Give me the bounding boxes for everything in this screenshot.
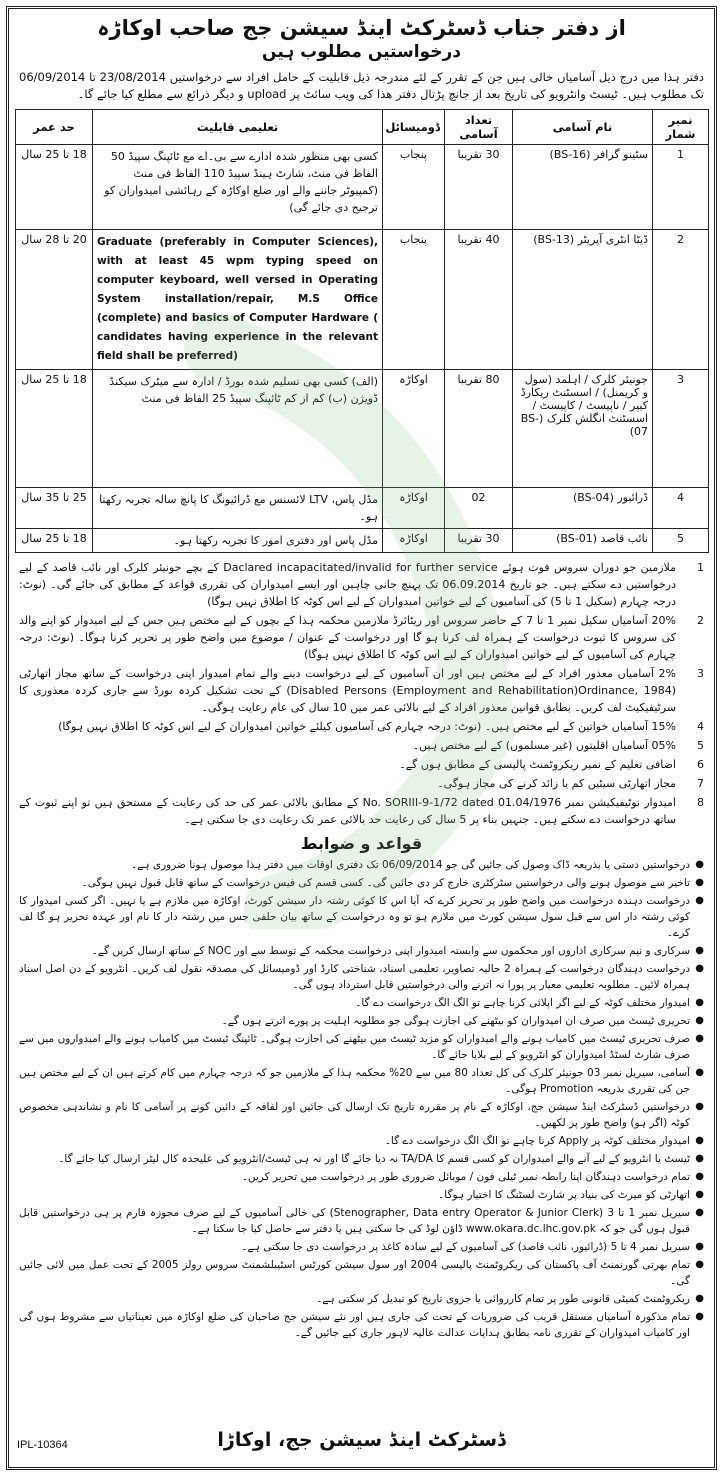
rule-text: تمام درخواست دہندگان اپنا رابطہ نمبر ٹیلی فون / موبائل ضروری طور پر درخواست میں تحریر کریں۔ [241,1171,690,1183]
bullet-icon: ● [695,895,704,906]
bullet-icon: ● [695,1067,704,1078]
advertisement-page [6,6,717,1470]
note-text: اضافی تعلیم کے نمبر ریکروٹمنٹ پالیسی کے مطابق ہوں گے۔ [399,758,676,771]
rule-text: امیدوار مختلف کوٹہ کے لیے اگر اپلائی کرنا چاہے تو الگ الگ درخواست دے گا۔ [355,997,690,1009]
cell-count: 30 تقریبا [445,529,513,553]
note-item [19,718,704,735]
note-item [19,794,704,828]
office-heading: از دفتر جناب ڈسٹرکٹ اینڈ سیشن جج صاحب اوکاڑہ [97,16,626,40]
rule-text: ٹیسٹ یا انٹرویو کے لیے آنے والے امیدواران کو کسی قسم کا TA/DA نہ دیا جائے گا اور نہ ہی ٹیسٹ/انٹرویو کی علیحدہ کال لیٹر ارسال کیا جائے گا۔ [58,1153,690,1165]
signature: ڈسٹرکٹ اینڈ سیشن جج، اوکاڑا [217,1429,506,1451]
cell-age: 18 تا 25 سال [16,529,93,553]
notes-list [9,559,714,828]
cell-post: سٹینو گرافر (BS-16) [513,145,653,230]
note-text: 20% آسامیاں سکیل نمبر 1 تا 7 کے حاضر سروس اور ریٹائرڈ ملازمین محکمہ ہذا کے بچوں کے لیے مختص ہیں جس کے لیے امیدوار کو اپنے والد کی سروس کا ثبوت درخواست کے ہمراہ لف کرنا ہو گا اور درخواست کے عنوان / موضوع میں واضح طور پر تحریر کرنا ہوگا۔ (نوٹ: درجہ چہارم کی آسامیوں کے لیے خواتین امیدواران کے لیے اس کوٹہ کا اطلاق نہیں ہوگا) [19,614,676,661]
rule-item [19,1151,704,1167]
table-row [16,230,709,370]
note-item [19,737,704,754]
cell-age: 18 تا 25 سال [16,145,93,230]
cell-domicile: اوکاڑہ [383,529,445,553]
rule-item [19,1239,704,1255]
header-sr: نمبر شمار [653,110,709,145]
table-row [16,488,709,529]
note-text: 2% آسامیاں معذور افراد کے لیے مختص ہیں اور ان آسامیوں کے لیے درخواست دینے والے تمام امیدوار اپنی درخواست کے ساتھ مجاز اتھارٹی (Disabled Persons (Employment and Rehabilitation)Ordinance, 1984) کے تحت تشکیل کردہ بورڈ سے جاری کردہ معذوری کا سرٹیفیکیٹ لف کریں۔ بطابق قوانین معذور افراد کے لیے بالائی عمر میں 10 سال کی عام رعایت ہوگی۔ [19,667,677,714]
bullet-icon: ● [695,1311,704,1322]
cell-qualification: Graduate (preferably in Computer Sciences), with at least 45 wpm typing speed on computer keyboard, well versed in Operating System installation/repair, M.S Office (complete) and basics of Computer Hardware ( candidates having experience in the relevant field shall be preferred) [93,230,383,370]
rule-text: آسامی، سیریل نمبر 03 جونیئر کلرک کی کل تعداد 80 میں سے 20% محکمہ ہذا کے ملازمین جو کہ درجہ چہارم میں کام کرتے ہیں ان کے لیے مختص ہیں جن کی تقرری بذریعہ Promotion ہوگی۔ [19,1067,691,1095]
header-count: تعداد آسامی [445,110,513,145]
cell-domicile: پنجاب [383,145,445,230]
note-number: 7 [697,777,704,790]
note-text: 15% آسامیاں خواتین کے لیے مختص ہیں۔ (نوٹ: درجہ چہارم کی آسامیوں کیلئے خواتین امیدواران کے لیے اس کوٹہ کا اطلاق نہیں ہوگا) [58,720,676,733]
header-qualification: تعلیمی قابلیت [93,110,383,145]
cell-domicile: پنجاب [383,230,445,370]
cell-post: ڈرائیور (BS-04) [513,488,653,529]
note-number: 4 [697,720,704,733]
rule-text: سیریل نمبر 4 تا 5 (ڈرائیور، نائب قاصد) کی آسامیوں کے لیے سادہ کاغذ پر درخواست دی جا سکتی ہے۔ [241,1241,690,1253]
note-item [19,612,704,663]
cell-age: 18 تا 25 سال [16,370,93,488]
cell-sr: 2 [653,230,709,370]
rule-text: تحریری ٹیسٹ میں صرف ان امیدواران کو بیٹھنے کی اجازت ہوگی جو مطلوبہ اہلیت پر پورے اترتے ہوں گے۔ [221,1015,690,1027]
rules-list [9,857,714,1341]
cell-sr: 5 [653,529,709,553]
note-number: 1 [697,561,704,574]
cell-domicile: اوکاڑہ [383,488,445,529]
table-row [16,370,709,488]
rule-text: امیدوار مختلف کوٹہ پر Apply کرنا چاہے تو الگ الگ درخواست دے گا۔ [384,1135,690,1147]
bullet-icon: ● [695,1241,704,1252]
rule-text: درخواستیں دستی یا بذریعہ ڈاک وصول کی جائیں گی جو 06/09/2014 تک دفتری اوقات میں دفتر ہذا موصول ہونا ضروری ہے۔ [131,859,690,871]
bullet-icon: ● [695,1293,704,1304]
rules-heading: قواعد و ضوابط [300,834,423,853]
rule-text: اتھارٹی کو میرٹ کی بنیاد پر شارٹ لسٹنگ کا اختیار ہوگا۔ [438,1189,690,1201]
bullet-icon: ● [695,1101,704,1112]
note-item [19,559,704,610]
cell-sr: 3 [653,370,709,488]
bullet-icon: ● [695,945,704,956]
cell-post: ڈیٹا انٹری آپریٹر (BS-13) [513,230,653,370]
rule-item [19,1031,704,1063]
rule-item [19,961,704,993]
rule-item [19,893,704,941]
rule-item [19,1169,704,1185]
rule-text: ریکروٹمنٹ کمیٹی قانونی طور پر تمام کارروائی یا جزوی تاریخ کو تبدیل کر سکتی ہے۔ [316,1293,690,1305]
rule-item [19,1133,704,1149]
page-title: درخواستیں مطلوب ہیں [262,42,461,62]
cell-sr: 4 [653,488,709,529]
cell-count: 40 تقریبا [445,230,513,370]
footer [9,1427,714,1461]
cell-count: 30 تقریبا [445,145,513,230]
bullet-icon: ● [695,1135,704,1146]
rule-text: تمام بھرتی گورنمنٹ آف پاکستان کی ریکروٹمنٹ پالیسی 2004 اور سول سیشن کورٹس اسٹیبلشمنٹ سروس رولز 2005 کے تحت عمل میں لائی جائیں گی۔ [19,1259,690,1287]
rule-item [19,857,704,873]
ad-code: IPL-10364 [17,1439,68,1451]
rule-item [19,1257,704,1289]
bullet-icon: ● [695,1015,704,1026]
header-age: حد عمر [16,110,93,145]
cell-age: 25 تا 35 سال [16,488,93,529]
bullet-icon: ● [695,1153,704,1164]
cell-qualification: مڈل پاس اور دفتری امور کا تجربہ رکھتا ہو۔ [93,529,383,553]
cell-qualification: مڈل پاس، LTV لائسنس مع ڈرائیونگ کا پانچ سالہ تجربہ رکھتا ہو۔ [93,488,383,529]
bullet-icon: ● [695,1189,704,1200]
rule-item [19,1205,704,1237]
header-domicile: ڈومیسائل [383,110,445,145]
bullet-icon: ● [695,1207,704,1218]
note-item [19,665,704,716]
rule-text: صرف تحریری ٹیسٹ میں کامیاب ہونے والے امیدواران کو مزید ٹیسٹ میں بیٹھنے کی اجازت ہوگی۔ ٹائپنگ ٹیسٹ میں کامیاب ہونے والے امیدواروں میں سے صرف شارٹ لسٹڈ امیدواران کو انٹرویو کے لیے بلایا جائے گا۔ [19,1033,690,1061]
rule-item [19,1187,704,1203]
bullet-icon: ● [695,1259,704,1270]
table-row [16,145,709,230]
cell-post: جونیئر کلرک / اہلمد (سول و کریمنل) / اسسٹنٹ ریکارڈ کیپر / ناپیسٹ / کاپیسٹ / اسسٹنٹ انگلش کلرک (BS-07) [513,370,653,488]
cell-qualification: (الف) کسی بھی تسلیم شدہ بورڈ / ادارہ سے میٹرک سیکنڈ ڈویژن (ب) کم از کم ٹائپنگ سپیڈ 25 الفاظ فی منٹ [93,370,383,488]
rule-item [19,1291,704,1307]
rule-text: درخواست دہندگان درخواست کے ہمراہ 2 حالیہ تصاویر، تعلیمی اسناد، شناختی کارڈ اور ڈومیسائل کی مصدقہ نقول لف کریں۔ انٹرویو کے دن اصل اسناد ہمراہ لائیں۔ مطلوبہ تعلیمی معیار پر پورا نہ اترنے والی درخواستیں قابل استرداد ہوں گی۔ [19,963,691,991]
note-item [19,775,704,792]
bullet-icon: ● [695,963,704,974]
note-text: ملازمین جو دوران سروس فوت ہوئے Daclared incapacitated/invalid for further service کے بچے جونیئر کلرک اور نائب قاصد کے لیے درخواستیں دے سکتے ہیں۔ جو تاریخ 06.09.2014 تک پہنچ جانی چاہیں اور ایسے امیدواران کی تقرری قواعد کے مطابق کی جائے گی۔ (نوٹ: درجہ چہارم (سکیل 1 تا 5) کی آسامیوں کے لیے خواتین امیدواران کے لیے اس کوٹہ کا اطلاق نہیں ہوگا) [19,561,677,608]
rule-text: درخواست دہندہ درخواست میں واضح طور پر تحریر کرے کہ آیا اس کا کوئی رشتہ دار سیشن کورٹ، اوکاڑہ میں ملازم ہے یا نہیں۔ اگر کسی امیدوار کا کوئی رشتہ دار اس سے قبل سول سیشن کورٹ میں ملازم ہو تو وہ درخواست کے ساتھ بیان حلفی جس میں رشتہ دار کا نام اور عہدہ تحریر ہو گا لف کرے۔ [19,895,690,939]
note-number: 8 [697,796,704,809]
bullet-icon: ● [695,1171,704,1182]
rule-text: سرکاری و نیم سرکاری اداروں اور محکموں سے وابستہ امیدوار اپنی درخواست محکمہ کے توسط سے اور NOC کے ساتھ ارسال کریں گے۔ [91,945,690,957]
rule-item [19,1099,704,1131]
rule-text: تمام مذکورہ آسامیاں مستقل قریب کی ضروریات کے تحت کی جاری ہیں اور نئے سیشن جج صاحبان کی ضلع اوکاڑہ میں تعیناتیاں سے مشروط ہوں گی اور کامیاب امیدواران کے تقرری نامہ بطابق ہدایات عدالت عالیہ لاہور جاری کیے جائیں گے۔ [19,1311,690,1339]
table-header-row [16,110,709,145]
rule-item [19,943,704,959]
cell-count: 02 [445,488,513,529]
rule-item [19,875,704,891]
note-number: 5 [697,739,704,752]
header-post: نام آسامی [513,110,653,145]
rule-item [19,995,704,1011]
bullet-icon: ● [695,859,704,870]
note-number: 2 [697,614,704,627]
cell-domicile: اوکاڑہ [383,370,445,488]
rule-item [19,1309,704,1341]
rule-text: سیریل نمبر 1 تا 3 (Stenographer, Data entry Operator & Junior Clerk) کی خالی آسامیوں کے لیے صرف مجوزہ فارم پر ہی درخواستیں قابل قبول ہوں گی جو کہ www.okara.dc.lhc.gov.pk ڈاؤن لوڈ کی جا سکتی ہیں یا دفتر سے حاصل کیا جا سکتا ہے۔ [19,1207,691,1235]
vacancies-table [15,109,709,553]
rule-item [19,1013,704,1029]
table-row [16,529,709,553]
cell-post: نائب قاصد (BS-01) [513,529,653,553]
note-number: 3 [697,667,704,680]
bullet-icon: ● [695,877,704,888]
intro-paragraph: دفتر ہذا میں درج ذیل آسامیاں خالی ہیں جن کے تقرر کے لئے مندرجہ ذیل قابلیت کے حامل افراد سے درخواستیں 23/08/2014 تا 06/09/2014 تک مطلوب ہیں۔ ٹیسٹ وانٹرویو کی تاریخ بعد از جانچ پڑتال دفتر ھذا کی ویب سائٹ پر upload و دیگر ذرائع سے مطلع کیا جائے گا۔ [19,70,704,101]
note-text: امیدوار نوٹیفیکیشن نمبر No. SORIII-9-1/72 dated 01.04/1976 کے مطابق بالائی عمر کی حد کی رعایت کے مستحق ہیں تو اپنے ثبوت کے ساتھ درخواست دے سکتے ہیں۔ جنہیں بناء پر 5 سال کی رعایت حد بالائی عمر تک رعایت دی جا سکتی ہے۔ [19,796,676,826]
note-text: 05% آسامیاں اقلیتوں (غیر مسلموں) کے لیے مختص ہیں۔ [412,739,676,752]
rule-text: تاخیر سے موصول ہونے والی درخواستیں سٹرکٹری خارج کر دی جائیں گی۔ کسی قسم کی فیس درخواست کے ساتھ قابل قبول نہیں ہوگی۔ [81,877,690,889]
note-text: مجاز اتھارٹی سیٹیں کم یا زائد کرنے کی مجاز ہوگی۔ [437,777,676,790]
cell-age: 20 تا 28 سال [16,230,93,370]
rule-text: درخواستیں ڈسٹرکٹ اینڈ سیشن جج، اوکاڑہ کے نام پر مقررہ تاریخ تک ارسال کی جائیں اور لفافہ کے دائیں کونے پر آسامی کا نام و نشاندہی مخصوص کوٹہ (اگر ہو) واضح طور پر لکھیں۔ [19,1101,690,1129]
bullet-icon: ● [695,1033,704,1044]
note-number: 6 [697,758,704,771]
cell-count: 80 تقریبا [445,370,513,488]
cell-sr: 1 [653,145,709,230]
note-item [19,756,704,773]
rule-item [19,1065,704,1097]
bullet-icon: ● [695,997,704,1008]
cell-qualification: کسی بھی منظور شدہ ادارے سے بی۔اے مع ٹائپنگ سپیڈ 50 الفاظ فی منٹ، شارٹ ہینڈ سپیڈ 110 الفاظ فی منٹ (کمپیوٹر جاننے والے اور ضلع اوکاڑہ کے رہائشی امیدواران کو ترجیح دی جائے گی) [93,145,383,230]
